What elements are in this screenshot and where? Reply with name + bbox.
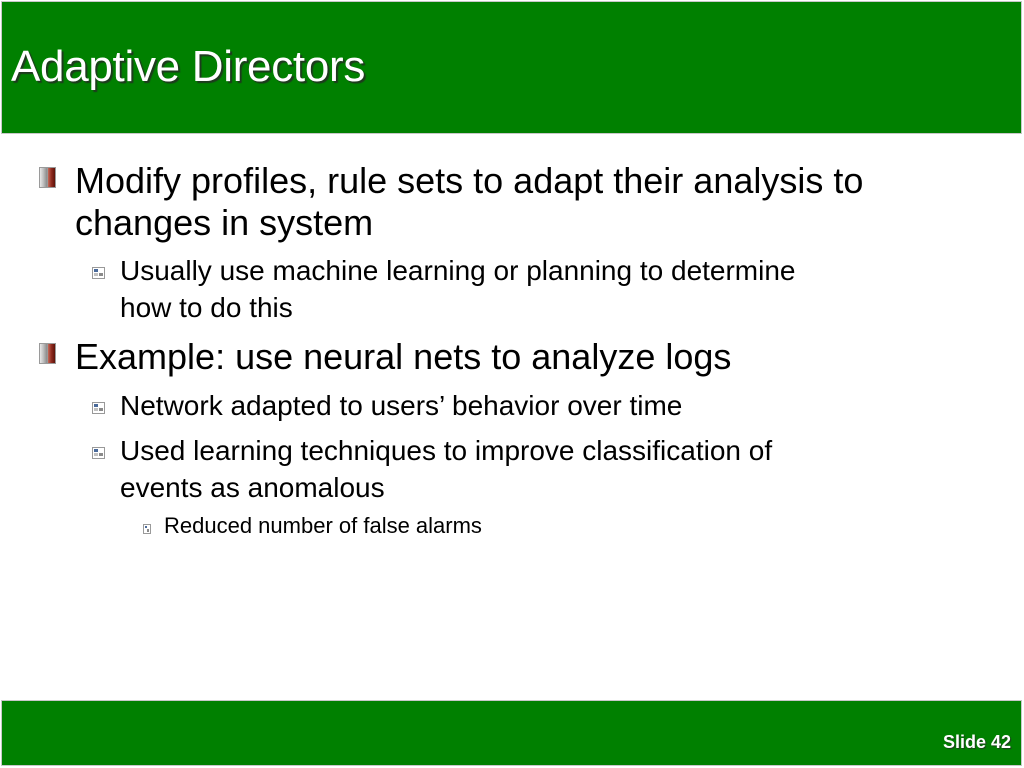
- bullet-text-line: Modify profiles, rule sets to adapt their analysis to: [75, 160, 864, 201]
- bar-bullet-icon: [38, 343, 57, 364]
- tiny-bullet-icon: [143, 521, 151, 531]
- bullet-text-line: Network adapted to users’ behavior over time: [120, 390, 683, 421]
- bullet-text-line: Reduced number of false alarms: [164, 513, 482, 538]
- bullet-text-line: Used learning techniques to improve classification of: [120, 435, 773, 466]
- small-square-bullet-icon: [92, 266, 105, 278]
- slide-title: Adaptive Directors: [11, 42, 366, 91]
- small-square-bullet-icon: [92, 401, 105, 413]
- bullet-text-line: how to do this: [120, 292, 293, 323]
- small-square-bullet-icon: [92, 446, 105, 458]
- bullet-text-line: Usually use machine learning or planning to determine: [120, 255, 796, 286]
- bullet-text-line: changes in system: [75, 202, 374, 243]
- bullet-text-line: events as anomalous: [120, 472, 385, 503]
- bar-bullet-icon: [38, 167, 57, 188]
- footer-bar: [1, 700, 1022, 766]
- slide-number: Slide 42: [942, 732, 1011, 752]
- bullet-text-line: Example: use neural nets to analyze logs: [75, 336, 732, 377]
